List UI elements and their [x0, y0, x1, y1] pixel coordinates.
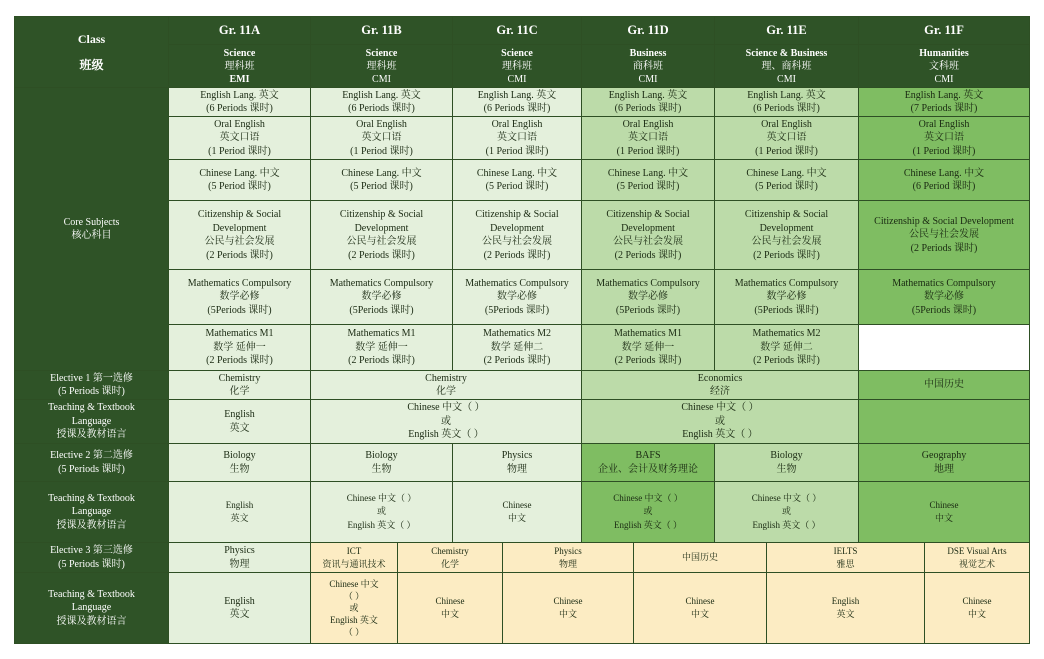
chinese-lang-11f — [859, 160, 1030, 201]
stream-zh: 理科班 — [224, 60, 255, 72]
elective-1-11de — [582, 371, 859, 400]
choice-or: 或 — [643, 506, 653, 517]
subject-line: Chinese Lang. 中文 — [199, 167, 280, 179]
subject-en: Biology — [365, 450, 398, 461]
choice-or: 或 — [781, 506, 791, 517]
subject-en: IELTS — [833, 545, 858, 556]
label-line: Teaching & Textbook — [48, 402, 135, 414]
tl3-11a — [169, 573, 311, 644]
subject-line: Citizenship & Social — [339, 209, 424, 220]
periods-line: (5 Periods 课时) — [58, 386, 125, 397]
subject-zh: 中国历史 — [681, 552, 718, 562]
elective-3-ict — [311, 543, 398, 573]
subject-line: English Lang. 英文 — [904, 89, 984, 101]
subject-en: Chemistry — [431, 545, 469, 556]
language-en: Chinese — [553, 596, 583, 606]
periods-line: (2 Periods 课时) — [348, 355, 415, 367]
subject-zh: 化学 — [229, 386, 250, 397]
math-compulsory-11f — [859, 270, 1030, 325]
periods-line: (2 Periods 课时) — [753, 355, 820, 367]
subject-zh-line: 公民与社会发展 — [346, 236, 417, 247]
oral-english-11a — [169, 117, 311, 160]
periods-line: (2 Periods 课时) — [206, 249, 273, 261]
subject-zh: 生物 — [776, 463, 797, 475]
subject-line: Oral English — [918, 118, 970, 130]
math-compulsory-11b — [311, 270, 453, 325]
periods-line: (6 Period 课时) — [912, 181, 976, 192]
elective-1-label — [15, 371, 169, 400]
grade-11c-header: Gr. 11C — [453, 17, 582, 45]
periods-line: (5Periods 课时) — [349, 304, 414, 316]
periods-line: (2 Periods 课时) — [614, 355, 682, 367]
stream-en: Humanities — [919, 47, 969, 59]
tl2-11d — [582, 482, 715, 543]
tl1-11a — [169, 400, 311, 444]
subject-line: Chinese Lang. 中文 — [341, 167, 422, 179]
subject-zh-line: 数学必修 — [924, 291, 964, 303]
subject-zh-line: 数学 延伸一 — [213, 341, 266, 353]
language-zh: 中文 — [558, 609, 577, 619]
stream-11f — [859, 45, 1030, 88]
csd-11b — [311, 201, 453, 270]
csd-11d — [582, 201, 715, 270]
core-subjects-label — [15, 88, 169, 371]
periods-line: (2 Periods 课时) — [753, 249, 820, 261]
tl3-chinese-history — [634, 573, 767, 644]
class-label-zh: 班级 — [79, 58, 104, 72]
core-label-zh: 核心科目 — [71, 230, 112, 241]
elective-1-11bc — [311, 371, 582, 400]
subject-zh-line: 数学必修 — [497, 291, 537, 303]
choice-or: 或 — [441, 415, 451, 427]
elective-2-11d — [582, 444, 715, 482]
periods-line: (1 Period 课时) — [208, 145, 271, 157]
tl3-ielts — [767, 573, 925, 644]
subject-line: English Lang. 英文 — [200, 89, 279, 101]
elective-3-visual-arts — [925, 543, 1030, 573]
teaching-language-label-3 — [15, 573, 169, 644]
subject-en: Geography — [921, 450, 967, 461]
label-zh-line: 授课及教材语言 — [56, 519, 127, 531]
elective-3-label — [15, 543, 169, 573]
chinese-lang-11b — [311, 160, 453, 201]
elective-1-11f — [859, 371, 1030, 400]
subject-line: Citizenship & Social — [475, 209, 559, 220]
english-lang-11c — [453, 88, 582, 117]
elective-3-11a — [169, 543, 311, 573]
language-en: Chinese — [929, 499, 959, 510]
elective-2-label — [15, 444, 169, 482]
label-line: Elective 3 第三选修 — [50, 545, 133, 556]
csd-11f — [859, 201, 1030, 270]
language-en: Chinese — [685, 596, 715, 606]
subject-zh-line: 数学 延伸二 — [760, 341, 813, 353]
medium: CMI — [507, 73, 527, 85]
class-label-en: Class — [77, 32, 106, 46]
subject-line: Oral English — [761, 118, 812, 130]
periods-line: (5Periods 课时) — [911, 304, 977, 316]
choice-line-2: English 英文（ ） — [613, 519, 682, 530]
periods-line: (5 Periods 课时) — [58, 463, 125, 475]
choice-blank-2: （ ） — [343, 627, 365, 637]
math-compulsory-11a — [169, 270, 311, 325]
subject-zh: 资讯与通讯技术 — [322, 558, 386, 569]
subject-en: Biology — [223, 450, 256, 461]
label-line: Teaching & Textbook — [48, 492, 135, 504]
math-m1-11d — [582, 325, 715, 371]
periods-line: (6 Periods 课时) — [206, 103, 273, 114]
subject-line: Mathematics M1 — [613, 328, 683, 340]
math-m2-11c — [453, 325, 582, 371]
oral-english-11d — [582, 117, 715, 160]
choice-or: 或 — [376, 506, 386, 517]
grade-11b-header: Gr. 11B — [311, 17, 453, 45]
periods-line: (5 Periods 课时) — [58, 558, 125, 570]
periods-line: (5Periods 课时) — [207, 304, 272, 316]
subject-zh-line: 英文口语 — [361, 132, 402, 144]
subject-zh: 物理 — [507, 463, 527, 475]
subject-line: Mathematics Compulsory — [329, 277, 434, 289]
elective-3-chinese-history — [634, 543, 767, 573]
elective-3-chemistry — [398, 543, 503, 573]
subject-zh: 物理 — [558, 558, 577, 569]
label-zh-line: 授课及教材语言 — [56, 615, 127, 627]
language-zh: 英文 — [230, 513, 249, 523]
choice-blank-1: （ ） — [343, 591, 365, 601]
subject-zh: 生物 — [229, 463, 250, 475]
elective-2-11e — [715, 444, 859, 482]
choice-line-1: Chinese 中文（ ） — [407, 402, 485, 414]
subject-line: Mathematics Compulsory — [465, 277, 569, 289]
label-line: Elective 1 第一选修 — [50, 372, 133, 384]
subject-line: Mathematics Compulsory — [734, 277, 839, 289]
chinese-lang-11e — [715, 160, 859, 201]
tl2-11e — [715, 482, 859, 543]
subject-zh: 物理 — [229, 558, 250, 570]
choice-line-1: Chinese 中文（ ） — [751, 492, 822, 503]
choice-line-1: Chinese 中文（ ） — [613, 492, 683, 503]
subject-zh-line: 公民与社会发展 — [909, 229, 979, 241]
english-lang-11b — [311, 88, 453, 117]
math-m1-11b — [311, 325, 453, 371]
elective-2-11a — [169, 444, 311, 482]
tl1-11bc — [311, 400, 582, 444]
periods-line: (7 Periods 课时) — [910, 103, 978, 114]
language-zh: 中文 — [440, 609, 459, 619]
tl3-ict — [311, 573, 398, 644]
subject-line: Mathematics M1 — [347, 328, 416, 340]
periods-line: (1 Period 课时) — [616, 145, 680, 157]
math-compulsory-11e — [715, 270, 859, 325]
subject-line: Oral English — [622, 118, 674, 130]
label-line-2: Language — [71, 602, 112, 614]
periods-line: (2 Periods 课时) — [348, 249, 415, 261]
stream-zh: 理科班 — [366, 60, 397, 72]
choice-or: 或 — [715, 415, 725, 427]
periods-line: (1 Period 课时) — [485, 145, 549, 157]
subject-table — [14, 16, 1030, 644]
periods-line: (5Periods 课时) — [754, 304, 819, 316]
grade-11d-header: Gr. 11D — [582, 17, 715, 45]
teaching-language-label-2 — [15, 482, 169, 543]
csd-11c — [453, 201, 582, 270]
subject-line-2: Development — [212, 222, 267, 234]
language-en: English — [831, 596, 860, 606]
language-zh: 中文 — [690, 609, 709, 619]
subject-zh-line: 英文口语 — [924, 132, 964, 144]
subject-zh-line: 数学必修 — [766, 291, 807, 303]
subject-line-2: Development — [354, 222, 409, 234]
periods-line: (5Periods 课时) — [615, 304, 681, 316]
periods-line: (5Periods 课时) — [484, 304, 550, 316]
subject-line: Oral English — [491, 118, 543, 130]
grade-11a-header: Gr. 11A — [169, 17, 311, 45]
medium: EMI — [229, 73, 250, 85]
subject-line: Chinese Lang. 中文 — [607, 167, 689, 179]
language-zh: 中文 — [935, 513, 954, 523]
tl3-chemistry — [398, 573, 503, 644]
language-en: English — [224, 409, 255, 420]
subject-line: Mathematics M1 — [205, 328, 274, 340]
subject-en: Physics — [501, 450, 533, 461]
subject-zh: 生物 — [371, 463, 392, 475]
subject-zh-line: 公民与社会发展 — [751, 236, 822, 247]
subject-line-2: Development — [490, 222, 544, 234]
teaching-language-label-1 — [15, 400, 169, 444]
subject-line: English Lang. 英文 — [342, 89, 421, 101]
stream-en: Business — [629, 47, 667, 59]
tl3-physics — [503, 573, 634, 644]
stream-zh: 商科班 — [633, 60, 663, 72]
stream-zh: 理科班 — [502, 60, 532, 72]
stream-en: Science — [365, 47, 398, 59]
stream-en: Science — [223, 47, 256, 59]
subject-zh-line: 公民与社会发展 — [482, 236, 552, 247]
tl1-11de — [582, 400, 859, 444]
subject-line: Oral English — [356, 118, 407, 130]
subject-zh: 化学 — [440, 558, 459, 569]
english-lang-11a — [169, 88, 311, 117]
periods-line: (1 Period 课时) — [912, 145, 976, 157]
choice-line-2: English 英文（ ） — [408, 429, 484, 441]
empty-cell-11f — [859, 325, 1030, 371]
stream-11b — [311, 45, 453, 88]
subject-line: Citizenship & Social — [197, 209, 282, 220]
stream-11d — [582, 45, 715, 88]
subject-zh-line: 数学必修 — [628, 291, 668, 303]
oral-english-11b — [311, 117, 453, 160]
tl2-11a — [169, 482, 311, 543]
subject-en: ICT — [346, 545, 362, 556]
subject-zh: 经济 — [710, 386, 730, 397]
subject-line: Citizenship & Social — [744, 209, 829, 220]
language-en: Chinese — [502, 499, 532, 510]
tl2-11c — [453, 482, 582, 543]
elective-2-11c — [453, 444, 582, 482]
label-zh-line: 授课及教材语言 — [56, 429, 127, 441]
subject-en: Chemistry — [425, 372, 467, 384]
subject-en: DSE Visual Arts — [947, 545, 1007, 556]
language-zh: 中文 — [507, 513, 526, 523]
stream-11c — [453, 45, 582, 88]
grade-11e-header: Gr. 11E — [715, 17, 859, 45]
subject-zh: 化学 — [436, 386, 456, 397]
subject-zh: 中国历史 — [924, 379, 964, 391]
label-line: Teaching & Textbook — [48, 588, 135, 600]
periods-line: (2 Periods 课时) — [483, 355, 551, 367]
subject-line: Mathematics M2 — [482, 328, 552, 340]
medium: CMI — [934, 73, 954, 85]
subject-zh-line: 英文口语 — [766, 132, 807, 144]
subject-line: Mathematics Compulsory — [596, 277, 700, 289]
subject-line: Citizenship & Social Development — [874, 215, 1014, 227]
math-m1-11a — [169, 325, 311, 371]
choice-or: 或 — [349, 603, 359, 613]
subject-zh: 地理 — [934, 463, 954, 475]
subject-line: Chinese Lang. 中文 — [903, 167, 985, 179]
periods-line: (5 Period 课时) — [350, 181, 413, 192]
choice-line-2: English 英文（ ） — [752, 519, 821, 530]
subject-en: Economics — [697, 372, 743, 384]
csd-11a — [169, 201, 311, 270]
subject-zh: 视觉艺术 — [959, 558, 996, 569]
periods-line: (6 Periods 课时) — [348, 103, 415, 114]
choice-line-1: Chinese 中文 — [329, 579, 379, 589]
medium: CMI — [777, 73, 796, 85]
periods-line: (6 Periods 课时) — [753, 103, 820, 114]
subject-zh-line: 英文口语 — [219, 132, 260, 144]
periods-line: (1 Period 课时) — [350, 145, 413, 157]
periods-line: (5 Period 课时) — [616, 181, 680, 192]
periods-line: (5 Period 课时) — [755, 181, 818, 192]
core-label-en: Core Subjects — [63, 216, 120, 228]
stream-11e — [715, 45, 859, 88]
medium: CMI — [372, 73, 391, 85]
chinese-lang-11c — [453, 160, 582, 201]
english-lang-11f — [859, 88, 1030, 117]
subject-line: Chinese Lang. 中文 — [746, 167, 827, 179]
language-en: Chinese — [435, 596, 465, 606]
elective-3-ielts — [767, 543, 925, 573]
choice-line-2: English 英文（ ） — [682, 429, 758, 441]
periods-line: (2 Periods 课时) — [483, 249, 551, 261]
subject-zh: 企业、会计及财务理论 — [598, 463, 698, 475]
subject-line: Oral English — [214, 118, 265, 130]
choice-line-1: Chinese 中文（ ） — [681, 402, 759, 414]
subject-line: Mathematics M2 — [752, 328, 821, 340]
timetable-sheet — [14, 16, 1030, 644]
language-zh: 英文 — [836, 609, 855, 619]
chinese-lang-11a — [169, 160, 311, 201]
subject-line-2: Development — [621, 222, 675, 234]
language-zh: 中文 — [968, 609, 987, 619]
tl2-11f — [859, 482, 1030, 543]
subject-line: Chinese Lang. 中文 — [476, 167, 558, 179]
subject-line: English Lang. 英文 — [747, 89, 826, 101]
elective-1-11a — [169, 371, 311, 400]
subject-zh-line: 数学 延伸二 — [490, 341, 544, 353]
label-line: Elective 2 第二选修 — [50, 450, 133, 461]
choice-line-2: English 英文 — [330, 615, 378, 625]
periods-line: (2 Periods 课时) — [910, 242, 978, 254]
subject-zh: 雅思 — [836, 558, 855, 569]
language-en: Chinese — [962, 596, 992, 606]
subject-line: English Lang. 英文 — [477, 89, 557, 101]
subject-zh-line: 数学 延伸一 — [621, 341, 675, 353]
math-compulsory-11c — [453, 270, 582, 325]
stream-11a — [169, 45, 311, 88]
subject-zh-line: 英文口语 — [497, 132, 537, 144]
chinese-lang-11d — [582, 160, 715, 201]
subject-line: Mathematics Compulsory — [892, 277, 996, 289]
subject-line: Citizenship & Social — [606, 209, 690, 220]
subject-en: Chemistry — [218, 372, 261, 384]
label-line-2: Language — [71, 415, 112, 427]
choice-line-2: English 英文（ ） — [347, 519, 416, 530]
elective-3-physics — [503, 543, 634, 573]
periods-line: (6 Periods 课时) — [614, 103, 682, 114]
subject-zh-line: 公民与社会发展 — [613, 236, 683, 247]
elective-2-11f — [859, 444, 1030, 482]
stream-zh: 理、商科班 — [761, 60, 812, 72]
oral-english-11f — [859, 117, 1030, 160]
periods-line: (5 Period 课时) — [485, 181, 549, 192]
tl2-11b — [311, 482, 453, 543]
subject-en: BAFS — [635, 450, 661, 461]
periods-line: (1 Period 课时) — [755, 145, 818, 157]
subject-line: English Lang. 英文 — [608, 89, 688, 101]
tl1-11f — [859, 400, 1030, 444]
language-en: English — [225, 499, 254, 510]
label-line-2: Language — [71, 506, 112, 518]
grade-11f-header: Gr. 11F — [859, 17, 1030, 45]
language-zh: 英文 — [229, 422, 250, 434]
language-zh: 英文 — [229, 609, 250, 620]
subject-zh-line: 公民与社会发展 — [204, 236, 275, 247]
subject-zh-line: 数学必修 — [361, 291, 402, 303]
choice-line-1: Chinese 中文（ ） — [346, 492, 417, 503]
language-en: English — [224, 595, 255, 607]
subject-line: Mathematics Compulsory — [187, 277, 292, 289]
oral-english-11c — [453, 117, 582, 160]
stream-zh: 文科班 — [929, 60, 959, 72]
subject-zh-line: 数学 延伸一 — [355, 341, 408, 353]
tl3-visual-arts — [925, 573, 1030, 644]
csd-11e — [715, 201, 859, 270]
subject-zh-line: 数学必修 — [219, 291, 260, 303]
subject-zh-line: 英文口语 — [628, 132, 668, 144]
periods-line: (2 Periods 课时) — [614, 249, 682, 261]
english-lang-11d — [582, 88, 715, 117]
math-compulsory-11d — [582, 270, 715, 325]
subject-en: Biology — [770, 450, 803, 461]
subject-line-2: Development — [759, 222, 814, 234]
math-m2-11e — [715, 325, 859, 371]
class-header — [15, 17, 169, 88]
periods-line: (5 Period 课时) — [208, 181, 271, 192]
medium: CMI — [638, 73, 658, 85]
periods-line: (2 Periods 课时) — [206, 355, 273, 367]
stream-en: Science — [501, 47, 533, 59]
stream-en: Science & Business — [745, 47, 828, 59]
elective-2-11b — [311, 444, 453, 482]
periods-line: (6 Periods 课时) — [483, 103, 551, 114]
oral-english-11e — [715, 117, 859, 160]
english-lang-11e — [715, 88, 859, 117]
subject-en: Physics — [224, 545, 255, 556]
subject-en: Physics — [554, 545, 582, 556]
